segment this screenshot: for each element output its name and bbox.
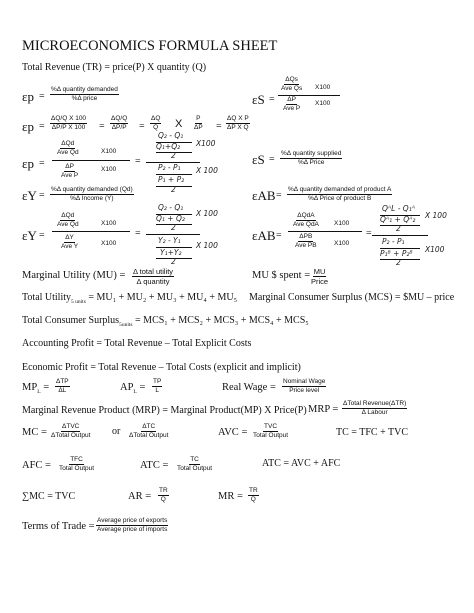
apl-den: L bbox=[155, 387, 159, 394]
mr-den: Q bbox=[250, 496, 256, 503]
apl-eq: = bbox=[136, 382, 146, 393]
avc-fraction bbox=[252, 423, 289, 440]
eab-hw-q-sum: Qᴬ₁ + Qᴬ₂ bbox=[380, 215, 416, 224]
ey-mid-num bbox=[56, 212, 80, 229]
es-dp: ΔP bbox=[287, 96, 296, 103]
ar-den: Q bbox=[160, 496, 166, 503]
eab-avepb: Ave PB bbox=[295, 242, 317, 249]
ep-denominator: %Δ price bbox=[71, 95, 98, 102]
apl-text: AP bbox=[120, 382, 134, 393]
ep-equals-5: = bbox=[216, 121, 222, 132]
mc-num-1: ΔTVC bbox=[62, 423, 80, 430]
ep-equals-6: = bbox=[39, 158, 45, 169]
eab-equals-2: = bbox=[276, 230, 282, 241]
ey-symbol: εY bbox=[22, 188, 37, 203]
ep-dp: ΔP bbox=[194, 124, 203, 131]
ey-hw-main-bar bbox=[146, 234, 200, 235]
mr-label: MR = bbox=[218, 491, 243, 502]
ep-hw-q-sum: Q₁+Q₂ bbox=[156, 142, 181, 151]
ep-p: P bbox=[196, 115, 201, 122]
eab-dpb: ΔPB bbox=[299, 233, 313, 240]
terms-of-trade-fraction bbox=[96, 517, 168, 534]
ep-fraction-final bbox=[226, 115, 250, 132]
tcs-label: Total Consumer Surplus bbox=[22, 315, 120, 326]
ep-ratio-num: ΔQ/Q X 100 bbox=[51, 115, 87, 122]
sum-mc-formula: ∑MC = TVC bbox=[22, 491, 76, 502]
ey-avey: Ave Y bbox=[61, 243, 79, 250]
ep-hw-two-2: 2 bbox=[171, 185, 176, 194]
ar-label: AR = bbox=[128, 491, 152, 502]
eab-hw-two-2: 2 bbox=[396, 258, 401, 267]
mu-spent-den: Price bbox=[311, 277, 329, 286]
ep-fraction-simple bbox=[110, 115, 128, 132]
ep-mid-x100-top: X100 bbox=[101, 148, 117, 155]
total-utility-expr: = MU₁ + MU₂ + MU₃ + MU₄ + MU₅ bbox=[85, 292, 238, 303]
mcs-formula: Marginal Consumer Surplus (MCS) = $MU – price bbox=[249, 292, 455, 303]
tcs-expr: = MCS₁ + MCS₂ + MCS₃ + MCS₄ + MCS₅ bbox=[132, 315, 309, 326]
total-utility-formula bbox=[22, 292, 237, 305]
eab-x100-top: X100 bbox=[334, 220, 350, 227]
ey-pct-num: %Δ quantity demanded (Qd) bbox=[51, 186, 133, 193]
ep-mid-num-frac bbox=[56, 140, 80, 157]
mu-fraction bbox=[132, 267, 174, 286]
ep-mid-dp: ΔP bbox=[65, 163, 74, 170]
ep-mid-avep: Ave P bbox=[61, 172, 79, 179]
mu-den: Δ quantity bbox=[136, 277, 170, 286]
ey-aveqd: Ave Qd bbox=[57, 221, 79, 228]
eab-equals: = bbox=[276, 190, 282, 201]
ep-hw-two-1: 2 bbox=[171, 151, 176, 160]
mpl-text: MP bbox=[22, 382, 38, 393]
apl-label bbox=[120, 382, 145, 395]
ey-mid-den bbox=[60, 234, 79, 251]
mpl-label bbox=[22, 382, 49, 395]
ep-fraction-percent bbox=[50, 86, 119, 103]
ep-equals-4: = bbox=[139, 121, 145, 132]
eab-pct-num: %Δ quantity demanded of product A bbox=[288, 186, 392, 193]
apl-sub: L bbox=[133, 389, 137, 396]
mc-num-2: ΔTC bbox=[142, 423, 156, 430]
ey-hw-x100-2: X 100 bbox=[196, 241, 218, 250]
ep-q: Q bbox=[153, 124, 159, 131]
ey-x100-top: X100 bbox=[101, 220, 117, 227]
ey-hw-y-diff: Y₂ - Y₁ bbox=[158, 236, 181, 245]
ey-x100-bot: X100 bbox=[101, 240, 117, 247]
eab-mid-den bbox=[294, 233, 318, 250]
ep-symbol-3: εp bbox=[22, 156, 34, 171]
es-equals: = bbox=[269, 94, 275, 105]
mu-spent-fraction bbox=[310, 267, 329, 286]
tcs-formula bbox=[22, 315, 309, 328]
ar-fraction bbox=[158, 487, 169, 504]
eab-hw-x100-2: X100 bbox=[425, 245, 445, 254]
ey-hw-y-sum: Y₁+Y₂ bbox=[160, 248, 182, 257]
accounting-profit: Accounting Profit = Total Revenue – Total Explicit Costs bbox=[22, 338, 252, 349]
ey-equals-2: = bbox=[39, 230, 45, 241]
apl-fraction bbox=[152, 378, 162, 395]
ep-equals-7: = bbox=[135, 156, 141, 167]
es-symbol-2: εS bbox=[252, 152, 265, 167]
real-wage-num: Nominal Wage bbox=[283, 378, 326, 385]
es-symbol: εS bbox=[252, 92, 265, 107]
afc-den: Total Output bbox=[59, 465, 95, 472]
ep-simple-num: ΔQ/Q bbox=[111, 115, 128, 122]
eab-main-bar bbox=[288, 231, 362, 232]
ep-times: X bbox=[175, 118, 183, 130]
mu-spent-label: MU $ spent = bbox=[252, 270, 311, 281]
ey-dqd: ΔQd bbox=[61, 212, 75, 219]
atc-fraction bbox=[176, 456, 213, 473]
eab-symbol: εAB bbox=[252, 188, 276, 203]
eab-percent-frac bbox=[287, 186, 392, 203]
ep-ratio-den: ΔP/P X 100 bbox=[51, 124, 86, 131]
eab-hw-p-sum: P₁ᴮ + P₂ᴮ bbox=[380, 249, 413, 258]
eab-hw-main-bar bbox=[372, 235, 428, 236]
ey-main-bar bbox=[52, 231, 130, 232]
page-title: MICROECONOMICS FORMULA SHEET bbox=[22, 38, 278, 54]
ep-numerator: %Δ quantity demanded bbox=[51, 86, 118, 93]
ep-mid-main-bar bbox=[52, 160, 130, 161]
mc-fraction-1 bbox=[50, 423, 91, 440]
ep-fraction-dq-q bbox=[150, 115, 161, 132]
real-wage-den: Price level bbox=[289, 387, 320, 394]
ep-fraction-p-dp bbox=[193, 115, 204, 132]
ep-mid-aveqd: Ave Qd bbox=[57, 149, 79, 156]
es-dqs: ΔQs bbox=[285, 76, 298, 83]
es-pct-den: %Δ Price bbox=[297, 159, 325, 166]
ep-equals-2: = bbox=[39, 121, 45, 132]
eab-symbol-2: εAB bbox=[252, 228, 276, 243]
es-equals-2: = bbox=[269, 154, 275, 165]
real-wage-fraction bbox=[282, 378, 326, 395]
es-x100-bot: X100 bbox=[315, 100, 331, 107]
mc-den-1: ΔTotal Output bbox=[51, 432, 91, 439]
ey-symbol-2: εY bbox=[22, 228, 37, 243]
es-x100-top: X100 bbox=[315, 84, 331, 91]
mpl-den: ΔL bbox=[58, 387, 67, 394]
avc-label: AVC = bbox=[218, 427, 248, 438]
total-utility-label: Total Utility bbox=[22, 292, 72, 303]
mrp2-label: MRP = bbox=[308, 404, 339, 415]
mc-label: MC = bbox=[22, 427, 47, 438]
ep-symbol: εp bbox=[22, 89, 34, 104]
eab-mid-num bbox=[292, 212, 320, 229]
ep-mid-x100-bot: X100 bbox=[101, 166, 117, 173]
eab-hw-x100-1: X 100 bbox=[425, 211, 447, 220]
avc-den: Total Output bbox=[253, 432, 289, 439]
mr-fraction bbox=[248, 487, 259, 504]
eab-pct-den: %Δ Price of product B bbox=[308, 195, 372, 202]
avc-num: TVC bbox=[264, 423, 278, 430]
ar-num: TR bbox=[159, 487, 168, 494]
mpl-eq: = bbox=[40, 382, 50, 393]
es-aveqs: Ave Qs bbox=[281, 85, 303, 92]
eab-hw-p-diff: P₂ - P₁ bbox=[382, 237, 405, 246]
atc-den: Total Output bbox=[177, 465, 213, 472]
ey-hw-q-sum: Q₁ + Q₂ bbox=[156, 214, 185, 223]
ep-hw-x100-2: X 100 bbox=[196, 166, 218, 175]
afc-num: TFC bbox=[70, 456, 83, 463]
mc-den-2: ΔTotal Output bbox=[129, 432, 169, 439]
es-top-den bbox=[282, 96, 301, 113]
mrp-formula: Marginal Revenue Product (MRP) = Marginal Product(MP) X Price(P) bbox=[22, 405, 307, 416]
apl-num: TP bbox=[153, 378, 162, 385]
ep-equals: = bbox=[39, 91, 45, 102]
ep-hw-p-diff: P₂ - P₁ bbox=[158, 163, 181, 172]
mrp2-den: Δ Labour bbox=[361, 409, 388, 416]
ey-pct-den: %Δ Income (Y) bbox=[70, 195, 114, 202]
atc-label: ATC = bbox=[140, 460, 169, 471]
mu-spent-num: MU bbox=[313, 267, 326, 276]
ep-mid-den-frac bbox=[60, 163, 79, 180]
ey-dy: ΔY bbox=[65, 234, 74, 241]
terms-of-trade-label: Terms of Trade = bbox=[22, 521, 95, 532]
eab-hw-two-1: 2 bbox=[396, 224, 401, 233]
ep-symbol-2: εp bbox=[22, 119, 34, 134]
mc-or: or bbox=[112, 426, 121, 437]
ep-final-num: ΔQ X P bbox=[227, 115, 249, 122]
eab-equals-3: = bbox=[366, 228, 372, 239]
ep-final-den: ΔP X Q bbox=[227, 124, 249, 131]
mr-num: TR bbox=[249, 487, 258, 494]
eab-aveqda: Ave QdA bbox=[293, 221, 319, 228]
economic-profit: Economic Profit = Total Revenue – Total Costs (explicit and implicit) bbox=[22, 362, 301, 373]
es-avep: Ave P bbox=[283, 105, 301, 112]
es-top-num bbox=[280, 76, 303, 93]
tcs-sub: 5units bbox=[119, 322, 133, 328]
ep-dq: ΔQ bbox=[151, 115, 161, 122]
mpl-num: ΔTP bbox=[56, 378, 69, 385]
ey-percent-frac bbox=[50, 186, 134, 203]
ep-hw-x100-1: X100 bbox=[196, 139, 216, 148]
ey-hw-two-1: 2 bbox=[171, 223, 176, 232]
ey-hw-two-2: 2 bbox=[171, 257, 176, 266]
ep-hw-p-sum: P₁ + P₂ bbox=[158, 175, 185, 184]
terms-of-trade-num: Average price of exports bbox=[97, 517, 168, 524]
mpl-sub: L bbox=[37, 389, 41, 396]
es-percent-frac bbox=[280, 150, 342, 167]
ep-fraction-ratio bbox=[50, 115, 87, 132]
tc-formula: TC = TFC + TVC bbox=[336, 427, 409, 438]
total-revenue-formula: Total Revenue (TR) = price(P) X quantity (Q) bbox=[22, 62, 207, 73]
real-wage-label: Real Wage = bbox=[222, 382, 276, 393]
mpl-fraction bbox=[55, 378, 70, 395]
afc-fraction bbox=[58, 456, 95, 473]
eab-dqda: ΔQdA bbox=[297, 212, 315, 219]
eab-hw-q-diff: QᴬL - Q₁ᴬ bbox=[382, 204, 415, 213]
ep-simple-den: ΔP/P bbox=[111, 124, 127, 131]
mu-label: Marginal Utility (MU) = bbox=[22, 270, 126, 281]
ep-mid-dqd: ΔQd bbox=[61, 140, 75, 147]
total-utility-sub: 5 units bbox=[71, 299, 86, 305]
terms-of-trade-den: Average price of imports bbox=[97, 526, 168, 533]
ey-hw-x100-1: X 100 bbox=[196, 209, 218, 218]
mu-num: Δ total utility bbox=[133, 267, 174, 276]
atc-sum-formula: ATC = AVC + AFC bbox=[262, 458, 341, 469]
es-pct-num: %Δ quantity supplied bbox=[281, 150, 342, 157]
ep-equals-3: = bbox=[99, 121, 105, 132]
ey-equals: = bbox=[39, 190, 45, 201]
atc-num: TC bbox=[190, 456, 199, 463]
eab-x100-bot: X100 bbox=[334, 240, 350, 247]
ep-hw-q-diff: Q₂ - Q₁ bbox=[158, 131, 184, 140]
ey-equals-3: = bbox=[135, 228, 141, 239]
ey-hw-q-diff: Q₂ - Q₁ bbox=[158, 203, 184, 212]
mrp2-num: ΔTotal Revenue(ΔTR) bbox=[343, 400, 407, 407]
mc-fraction-2 bbox=[128, 423, 169, 440]
afc-label: AFC = bbox=[22, 460, 51, 471]
mrp2-fraction bbox=[342, 400, 407, 417]
